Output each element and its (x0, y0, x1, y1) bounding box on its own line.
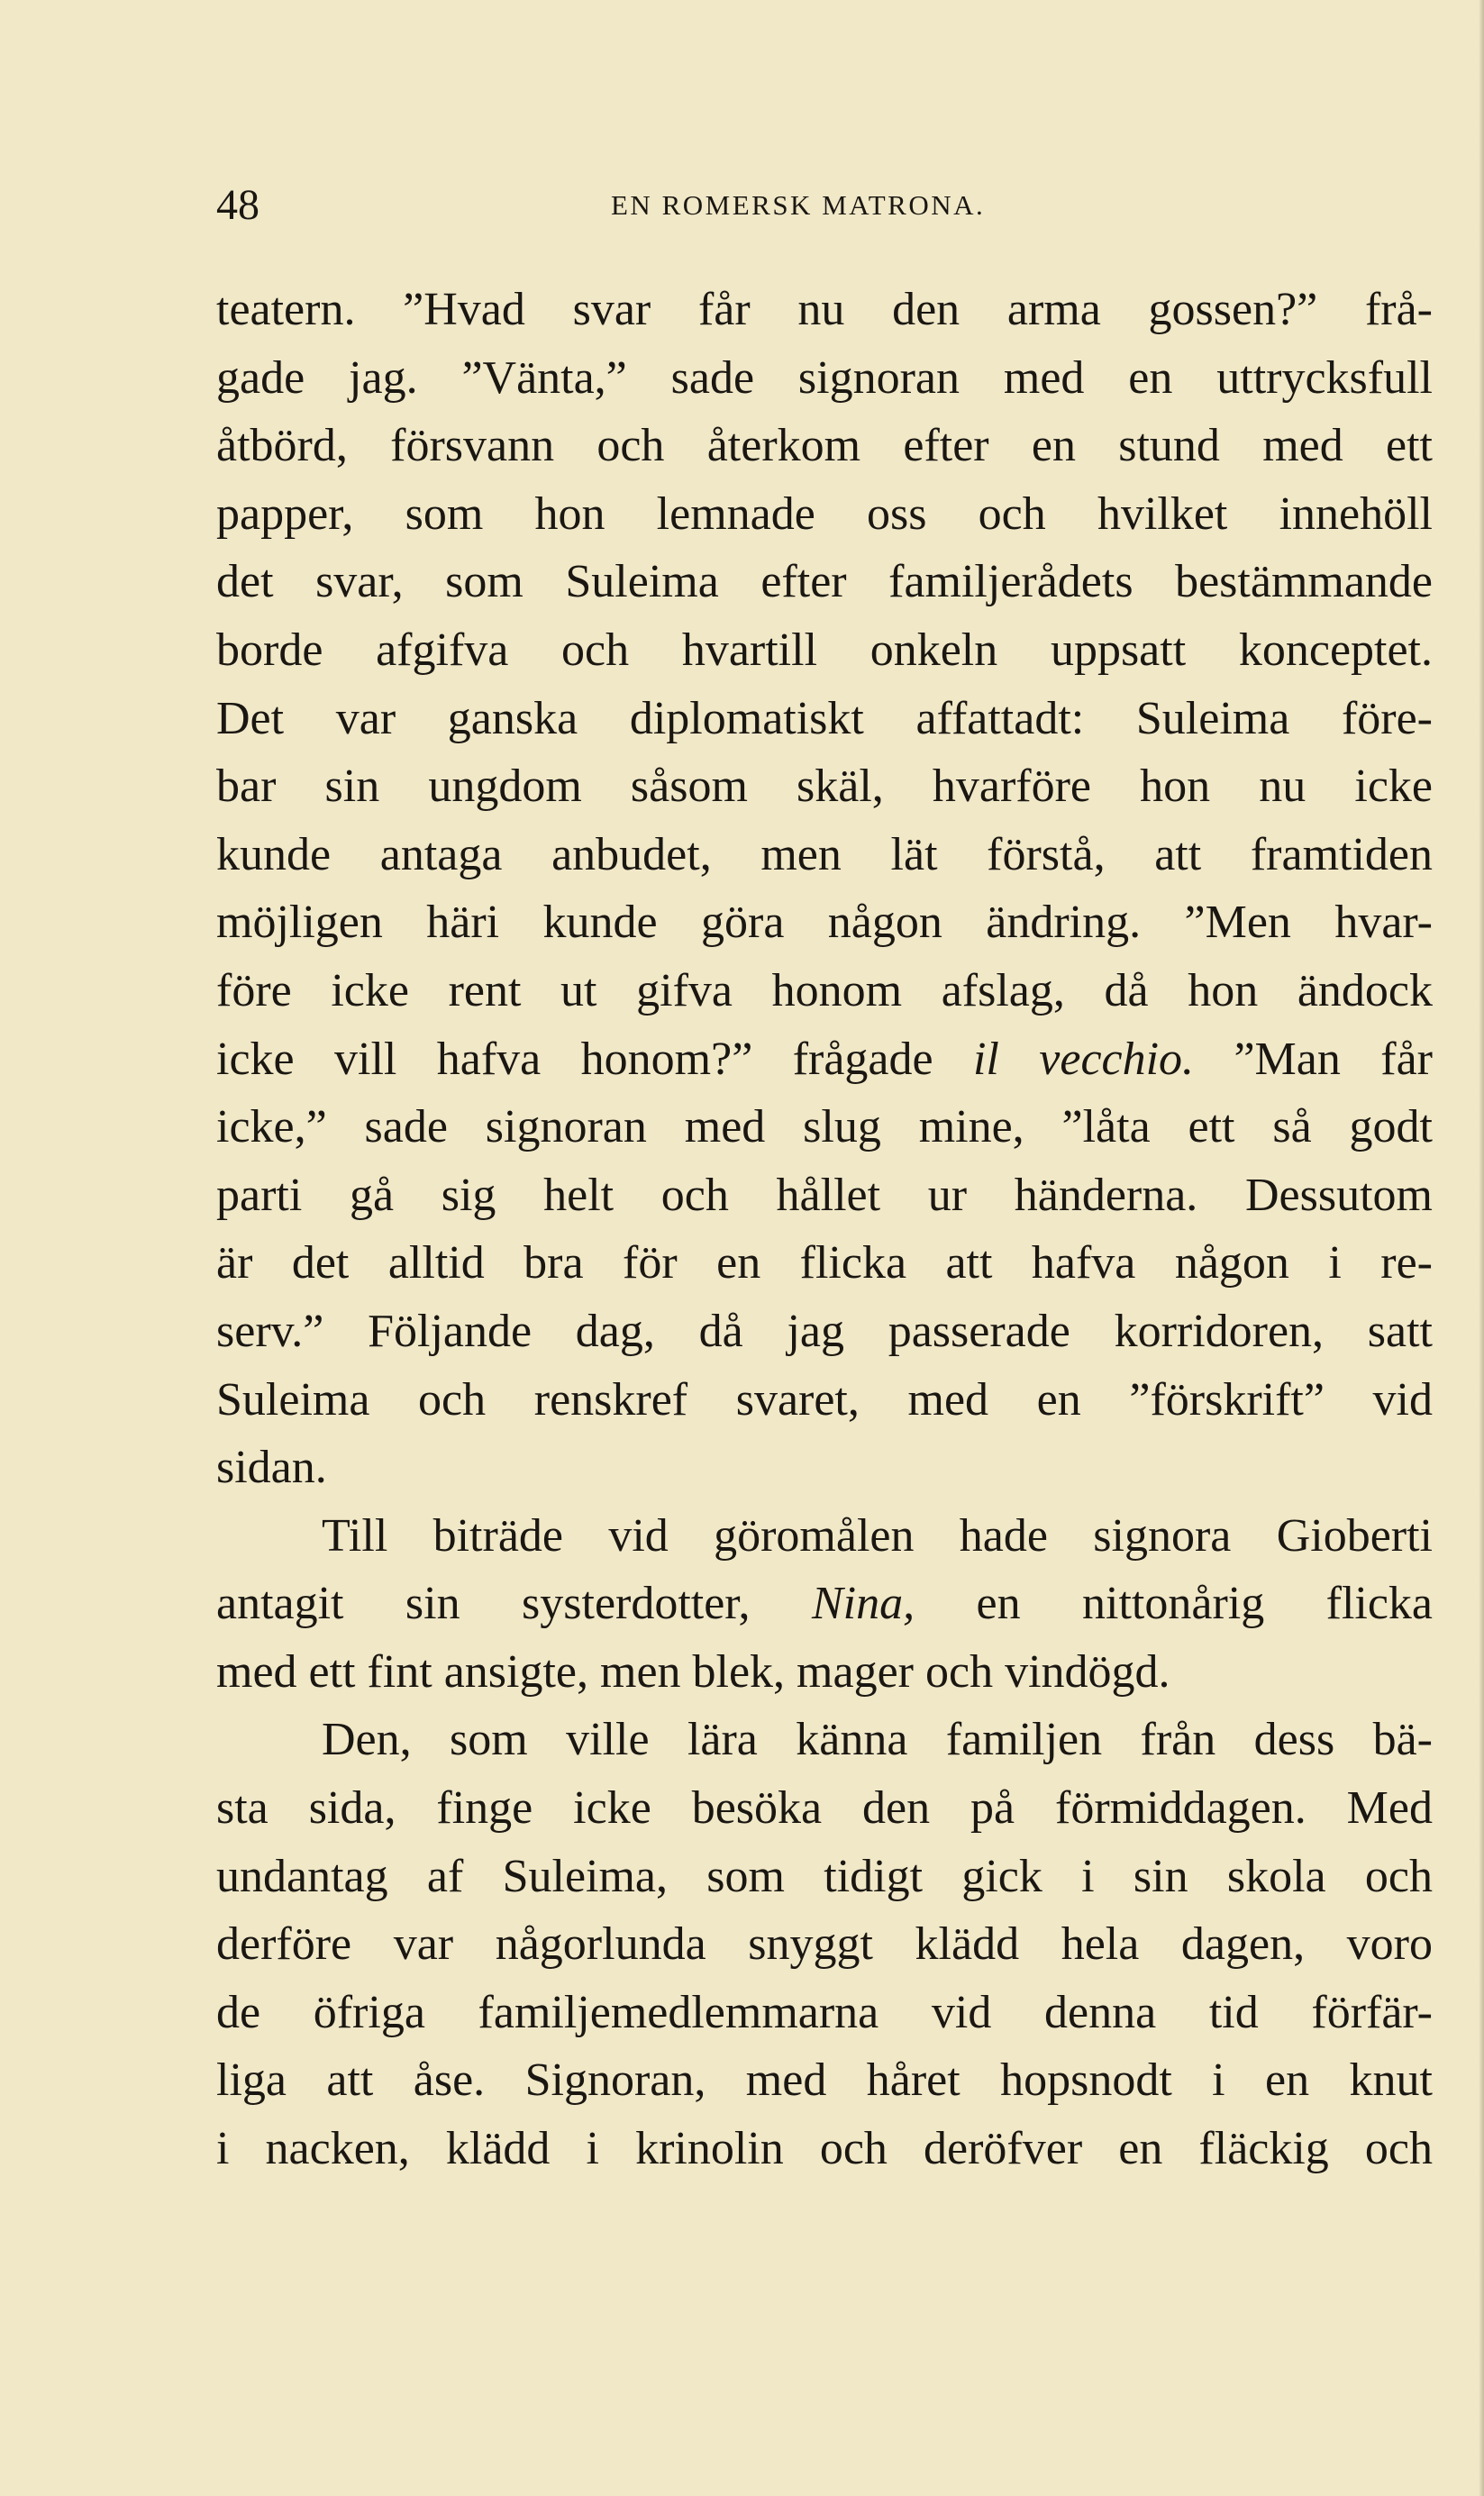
text-line (216, 1910, 1433, 1979)
paragraph-start-line (216, 1502, 1433, 1571)
page-edge-shadow (1479, 0, 1484, 2496)
paragraph-end-line (216, 1434, 1433, 1502)
line-text: Den, som ville lära känna familjen från dess bä- (322, 1714, 1433, 1766)
line-text: det svar, som Suleima efter familjerådets bestämmande (216, 556, 1433, 608)
line-text: med ett fint ansigte, men blek, mager och vindögd. (216, 1645, 1170, 1698)
line-text: Det var ganska diplomatiskt affattadt: Suleima före- (216, 692, 1433, 744)
text-line (216, 1161, 1433, 1230)
running-head (216, 178, 1433, 232)
text-line (216, 752, 1433, 821)
text-line (216, 344, 1433, 413)
line-text: liga att åse. Signoran, med håret hopsnodt i en knut (216, 2054, 1433, 2107)
text-line (216, 616, 1433, 685)
text-line (216, 821, 1433, 889)
text-line (216, 1229, 1433, 1298)
line-text: icke vill hafva honom?” frågade (216, 1033, 973, 1085)
line-text: borde afgifva och hvartill onkeln uppsatt konceptet. (216, 624, 1433, 676)
line-text: de öfriga familjemedlemmarna vid denna tid förfär- (216, 1986, 1433, 2038)
paragraph-end-line (216, 1638, 1433, 1707)
text-line (216, 1774, 1433, 1843)
text-line (216, 957, 1433, 1025)
line-text: kunde antaga anbudet, men lät förstå, att framtiden (216, 828, 1433, 880)
line-text: ”Man får (1194, 1033, 1433, 1085)
line-text: Suleima och renskref svaret, med en ”förskrift” vid (216, 1373, 1433, 1426)
text-line (216, 1570, 1433, 1638)
line-text: antagit sin systerdotter, (216, 1578, 812, 1630)
text-line (216, 685, 1433, 753)
text-line (216, 412, 1433, 480)
text-line (216, 276, 1433, 344)
line-text: möjligen häri kunde göra någon ändring. ”Men hvar- (216, 897, 1433, 949)
line-text: icke,” sade signoran med slug mine, ”låta ett så godt (216, 1101, 1433, 1153)
text-line (216, 480, 1433, 549)
line-text: sidan. (216, 1442, 327, 1494)
body-text (216, 276, 1433, 2183)
text-line (216, 2046, 1433, 2115)
line-text: bar sin ungdom såsom skäl, hvarföre hon nu icke (216, 761, 1433, 813)
text-line (216, 1366, 1433, 1435)
line-text: sta sida, finge icke besöka den på förmiddagen. Med (216, 1782, 1433, 1835)
text-line (216, 1298, 1433, 1366)
line-text: är det alltid bra för en flicka att hafva någon i re- (216, 1237, 1433, 1289)
line-text: serv.” Följande dag, då jag passerade korridoren, satt (216, 1305, 1433, 1357)
line-text: i nacken, klädd i krinolin och deröfver en fläckig och (216, 2123, 1433, 2175)
page-number: 48 (216, 181, 259, 229)
paragraph-start-line (216, 1706, 1433, 1774)
text-line (216, 1843, 1433, 1911)
text-line (216, 888, 1433, 957)
italic-phrase: Nina, (811, 1578, 915, 1630)
text-line (216, 548, 1433, 616)
running-title: EN ROMERSK MATRONA. (611, 189, 986, 221)
text-line (216, 1093, 1433, 1161)
line-text: derföre var någorlunda snyggt klädd hela dagen, voro (216, 1918, 1433, 1971)
text-line (216, 2115, 1433, 2183)
line-text: en nittonårig flicka (915, 1578, 1433, 1630)
line-text: åtbörd, försvann och återkom efter en stund med ett (216, 420, 1433, 472)
line-text: teatern. ”Hvad svar får nu den arma gossen?” frå- (216, 284, 1433, 335)
line-text: undantag af Suleima, som tidigt gick i sin skola och (216, 1850, 1433, 1902)
line-text: gade jag. ”Vänta,” sade signoran med en uttrycksfull (216, 351, 1433, 404)
line-text: Till biträde vid göromålen hade signora Gioberti (322, 1509, 1433, 1562)
line-text: parti gå sig helt och hållet ur händerna. Dessutom (216, 1169, 1433, 1221)
italic-phrase: il vecchio. (972, 1033, 1195, 1085)
text-line (216, 1025, 1433, 1094)
text-line (216, 1979, 1433, 2047)
line-text: papper, som hon lemnade oss och hvilket innehöll (216, 487, 1433, 540)
line-text: före icke rent ut gifva honom afslag, då hon ändock (216, 964, 1433, 1016)
